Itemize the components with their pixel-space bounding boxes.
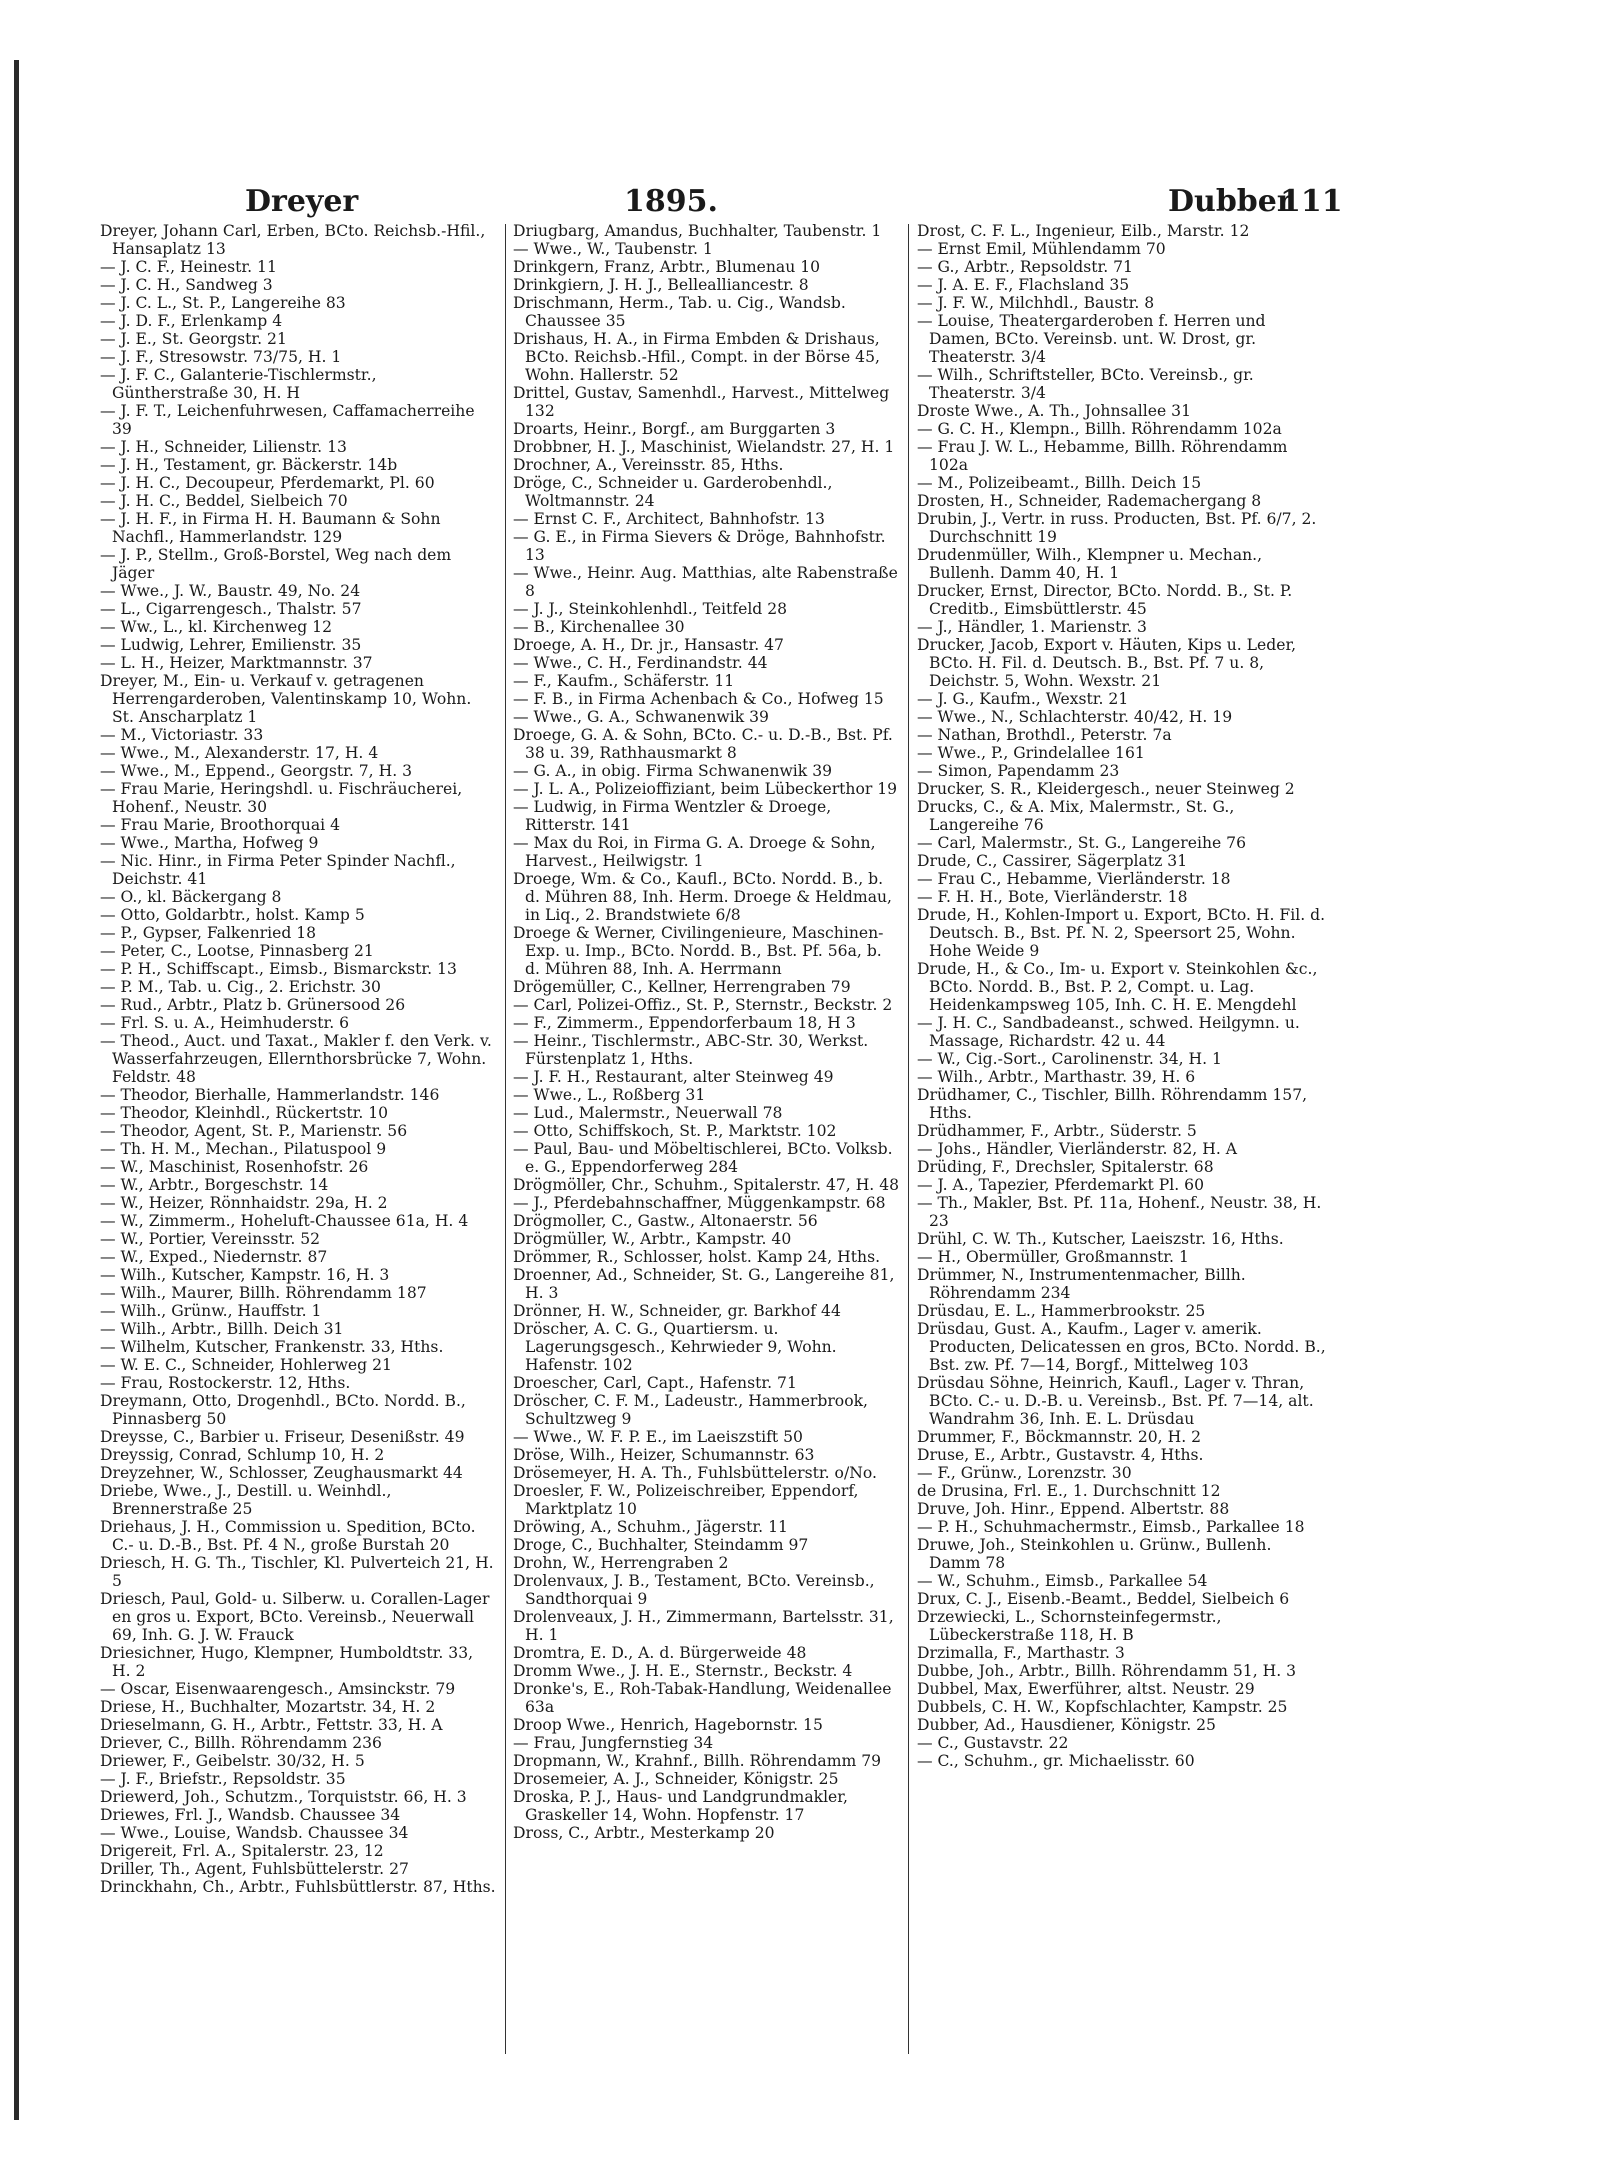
directory-entry: Driesch, Paul, Gold- u. Silberw. u. Corallen-Lager en gros u. Export, BCto. Vereinsb., Neuerwall 69, Inh. G. J. W. Frauck xyxy=(100,1590,490,1644)
directory-entry: Drude, H., & Co., Im- u. Export v. Steinkohlen &c., BCto. Nordd. B., Bst. P. 2, Compt. u. Lag. Heidenkampsweg 105, Inh. C. H. E. Mengdehl xyxy=(917,960,1318,1014)
directory-entry: Driewes, Frl. J., Wandsb. Chaussee 34 xyxy=(100,1806,401,1824)
directory-entry: — W., Arbtr., Borgeschstr. 14 xyxy=(100,1176,329,1194)
directory-entry: — C., Schuhm., gr. Michaelisstr. 60 xyxy=(917,1752,1195,1770)
directory-entry: Droop Wwe., Henrich, Hagebornstr. 15 xyxy=(513,1716,823,1734)
directory-entry: Dromm Wwe., J. H. E., Sternstr., Beckstr. 4 xyxy=(513,1662,853,1680)
directory-entry: — J. P., Stellm., Groß-Borstel, Weg nach dem Jäger xyxy=(100,546,452,582)
directory-entry: Drobbner, H. J., Maschinist, Wielandstr. 27, H. 1 xyxy=(513,438,895,456)
directory-entry: — Wwe., G. A., Schwanenwik 39 xyxy=(513,708,769,726)
directory-entry: Drömmer, R., Schlosser, holst. Kamp 24, Hths. xyxy=(513,1248,881,1266)
directory-entry: — O., kl. Bäckergang 8 xyxy=(100,888,282,906)
directory-entry: — J. H. F., in Firma H. H. Baumann & Sohn Nachfl., Hammerlandstr. 129 xyxy=(100,510,441,546)
directory-entry: — Wwe., J. W., Baustr. 49, No. 24 xyxy=(100,582,361,600)
directory-entry: Drüdhamer, C., Tischler, Billh. Röhrendamm 157, Hths. xyxy=(917,1086,1308,1122)
directory-entry: — Carl, Malermstr., St. G., Langereihe 76 xyxy=(917,834,1247,852)
directory-entry: — J. G., Kaufm., Wexstr. 21 xyxy=(917,690,1129,708)
directory-entry: — Peter, C., Lootse, Pinnasberg 21 xyxy=(100,942,374,960)
directory-entry: — Simon, Papendamm 23 xyxy=(917,762,1120,780)
directory-entry: — Wwe., Martha, Hofweg 9 xyxy=(100,834,319,852)
directory-entry: — J., Pferdebahnschaffner, Müggenkampstr. 68 xyxy=(513,1194,886,1212)
directory-entry: Drucker, S. R., Kleidergesch., neuer Steinweg 2 xyxy=(917,780,1295,798)
directory-entry: Driesichner, Hugo, Klempner, Humboldtstr. 33, H. 2 xyxy=(100,1644,474,1680)
directory-entry: — B., Kirchenallee 30 xyxy=(513,618,685,636)
directory-entry: Dröscher, C. F. M., Ladeustr., Hammerbrook, Schultzweg 9 xyxy=(513,1392,868,1428)
directory-entry: Dreyssig, Conrad, Schlump 10, H. 2 xyxy=(100,1446,385,1464)
directory-entry: — J. H., Testament, gr. Bäckerstr. 14b xyxy=(100,456,398,474)
directory-entry: Driewer, F., Geibelstr. 30/32, H. 5 xyxy=(100,1752,365,1770)
directory-entry: — Wwe., M., Eppend., Georgstr. 7, H. 3 xyxy=(100,762,413,780)
directory-entry: Drinckhahn, Ch., Arbtr., Fuhlsbüttlerstr. 87, Hths. xyxy=(100,1878,496,1896)
directory-entry: Dubbe, Joh., Arbtr., Billh. Röhrendamm 51, H. 3 xyxy=(917,1662,1297,1680)
directory-entry: — G. E., in Firma Sievers & Dröge, Bahnhofstr. 13 xyxy=(513,528,886,564)
directory-entry: — Ludwig, in Firma Wentzler & Droege, Ritterstr. 141 xyxy=(513,798,832,834)
directory-entry: — Wilh., Arbtr., Billh. Deich 31 xyxy=(100,1320,344,1338)
directory-entry: — Wwe., L., Roßberg 31 xyxy=(513,1086,706,1104)
directory-entry: Drönner, H. W., Schneider, gr. Barkhof 44 xyxy=(513,1302,841,1320)
column-rule xyxy=(505,224,506,2054)
directory-column-3 xyxy=(917,222,1327,2052)
directory-entry: Drögemüller, C., Kellner, Herrengraben 79 xyxy=(513,978,851,996)
directory-entry: — Paul, Bau- und Möbeltischlerei, BCto. Volksb. e. G., Eppendorferweg 284 xyxy=(513,1140,893,1176)
directory-entry: — Theodor, Agent, St. P., Marienstr. 56 xyxy=(100,1122,408,1140)
directory-entry: — G. C. H., Klempn., Billh. Röhrendamm 102a xyxy=(917,420,1282,438)
directory-entry: — F., Kaufm., Schäferstr. 11 xyxy=(513,672,735,690)
directory-entry: Druve, Joh. Hinr., Eppend. Albertstr. 88 xyxy=(917,1500,1230,1518)
directory-entry: — Wwe., C. H., Ferdinandstr. 44 xyxy=(513,654,768,672)
directory-entry: Drittel, Gustav, Samenhdl., Harvest., Mittelweg 132 xyxy=(513,384,890,420)
directory-entry: — Wwe., W., Taubenstr. 1 xyxy=(513,240,713,258)
directory-entry: Drude, H., Kohlen-Import u. Export, BCto. H. Fil. d. Deutsch. B., Bst. Pf. N. 2, Speersort 25, Wohn. Hohe Weide 9 xyxy=(917,906,1326,960)
directory-column-1 xyxy=(100,222,496,2052)
directory-entry: Drummer, F., Böckmannstr. 20, H. 2 xyxy=(917,1428,1202,1446)
directory-entry: — J. E., St. Georgstr. 21 xyxy=(100,330,287,348)
directory-entry: Drüdhammer, F., Arbtr., Süderstr. 5 xyxy=(917,1122,1197,1140)
directory-entry: — Wilh., Arbtr., Marthastr. 39, H. 6 xyxy=(917,1068,1196,1086)
directory-entry: — W., Portier, Vereinsstr. 52 xyxy=(100,1230,321,1248)
directory-entry: — Theod., Auct. und Taxat., Makler f. den Verk. v. Wasserfahrzeugen, Ellernthorsbrücke 7, Wohn. Feldstr. 48 xyxy=(100,1032,492,1086)
directory-entry: — J. F. T., Leichenfuhrwesen, Caffamacherreihe 39 xyxy=(100,402,475,438)
directory-entry: — J. H. C., Sandbadeanst., schwed. Heilgymn. u. Massage, Richardstr. 42 u. 44 xyxy=(917,1014,1300,1050)
directory-entry: — M., Polizeibeamt., Billh. Deich 15 xyxy=(917,474,1202,492)
directory-entry: — J. J., Steinkohlenhdl., Teitfeld 28 xyxy=(513,600,788,618)
directory-entry: — Wilh., Kutscher, Kampstr. 16, H. 3 xyxy=(100,1266,390,1284)
directory-entry: Droska, P. J., Haus- und Landgrundmakler, Graskeller 14, Wohn. Hopfenstr. 17 xyxy=(513,1788,848,1824)
directory-entry: — Wilhelm, Kutscher, Frankenstr. 33, Hths. xyxy=(100,1338,444,1356)
directory-entry: — J. F. H., Restaurant, alter Steinweg 49 xyxy=(513,1068,834,1086)
directory-entry: Drochner, A., Vereinsstr. 85, Hths. xyxy=(513,456,784,474)
directory-entry: Drude, C., Cassirer, Sägerplatz 31 xyxy=(917,852,1188,870)
directory-entry: de Drusina, Frl. E., 1. Durchschnitt 12 xyxy=(917,1482,1221,1500)
directory-entry: — P. H., Schuhmachermstr., Eimsb., Parkallee 18 xyxy=(917,1518,1305,1536)
directory-entry: Dreyzehner, W., Schlosser, Zeughausmarkt 44 xyxy=(100,1464,463,1482)
directory-entry: Driehaus, J. H., Commission u. Spedition, BCto. C.- u. D.-B., Bst. Pf. 4 N., große Burstah 20 xyxy=(100,1518,476,1554)
directory-entry: Droste Wwe., A. Th., Johnsallee 31 xyxy=(917,402,1192,420)
directory-entry: Dreyer, M., Ein- u. Verkauf v. getragenen Herrengarderoben, Valentinskamp 10, Wohn. St. Anscharplatz 1 xyxy=(100,672,472,726)
directory-entry: Drieselmann, G. H., Arbtr., Fettstr. 33, H. A xyxy=(100,1716,443,1734)
directory-entry: Druwe, Joh., Steinkohlen u. Grünw., Bullenh. Damm 78 xyxy=(917,1536,1272,1572)
column-rule xyxy=(908,224,909,2054)
directory-entry: Drüsdau Söhne, Heinrich, Kaufl., Lager v. Thran, BCto. C.- u. D.-B. u. Vereinsb., Bst. Pf. 7—14, alt. Wandrahm 36, Inh. E. L. Drüsdau xyxy=(917,1374,1314,1428)
directory-entry: — Nic. Hinr., in Firma Peter Spinder Nachfl., Deichstr. 41 xyxy=(100,852,456,888)
directory-entry: Drinkgern, Franz, Arbtr., Blumenau 10 xyxy=(513,258,821,276)
directory-entry: — Louise, Theatergarderoben f. Herren und Damen, BCto. Vereinsb. unt. W. Drost, gr. Theaterstr. 3/4 xyxy=(917,312,1266,366)
directory-entry: — Frau, Jungfernstieg 34 xyxy=(513,1734,714,1752)
directory-entry: — Nathan, Brothdl., Peterstr. 7a xyxy=(917,726,1172,744)
directory-entry: — Wilh., Schriftsteller, BCto. Vereinsb., gr. Theaterstr. 3/4 xyxy=(917,366,1254,402)
directory-entry: Dröwing, A., Schuhm., Jägerstr. 11 xyxy=(513,1518,788,1536)
directory-entry: Driewerd, Joh., Schutzm., Torquiststr. 66, H. 3 xyxy=(100,1788,467,1806)
directory-entry: — M., Victoriastr. 33 xyxy=(100,726,264,744)
directory-entry: — Wwe., M., Alexanderstr. 17, H. 4 xyxy=(100,744,379,762)
directory-entry: — H., Obermüller, Großmannstr. 1 xyxy=(917,1248,1189,1266)
directory-entry: Drucker, Jacob, Export v. Häuten, Kips u. Leder, BCto. H. Fil. d. Deutsch. B., Bst. Pf. 7 u. 8, Deichstr. 5, Wohn. Wexstr. 21 xyxy=(917,636,1297,690)
directory-entry: — Frl. S. u. A., Heimhuderstr. 6 xyxy=(100,1014,350,1032)
directory-entry: Dubbels, C. H. W., Kopfschlachter, Kampstr. 25 xyxy=(917,1698,1288,1716)
directory-entry: — Wwe., Heinr. Aug. Matthias, alte Rabenstraße 8 xyxy=(513,564,898,600)
directory-entry: — Carl, Polizei-Offiz., St. P., Sternstr., Beckstr. 2 xyxy=(513,996,893,1014)
directory-entry: — Theodor, Bierhalle, Hammerlandstr. 146 xyxy=(100,1086,440,1104)
directory-entry: Drinkgiern, J. H. J., Bellealliancestr. 8 xyxy=(513,276,809,294)
directory-entry: Drzewiecki, L., Schornsteinfegermstr., Lübeckerstraße 118, H. B xyxy=(917,1608,1222,1644)
directory-entry: Dromtra, E. D., A. d. Bürgerweide 48 xyxy=(513,1644,807,1662)
directory-entry: — P. M., Tab. u. Cig., 2. Erichstr. 30 xyxy=(100,978,381,996)
directory-entry: — J. F. C., Galanterie-Tischlermstr., Güntherstraße 30, H. H xyxy=(100,366,377,402)
directory-entry: — J., Händler, 1. Marienstr. 3 xyxy=(917,618,1147,636)
directory-entry: — Th., Makler, Bst. Pf. 11a, Hohenf., Neustr. 38, H. 23 xyxy=(917,1194,1322,1230)
directory-entry: Driever, C., Billh. Röhrendamm 236 xyxy=(100,1734,382,1752)
directory-entry: — Ludwig, Lehrer, Emilienstr. 35 xyxy=(100,636,362,654)
directory-entry: — Wilh., Grünw., Hauffstr. 1 xyxy=(100,1302,322,1320)
directory-entry: Drümmer, N., Instrumentenmacher, Billh. Röhrendamm 234 xyxy=(917,1266,1246,1302)
directory-entry: — Frau J. W. L., Hebamme, Billh. Röhrendamm 102a xyxy=(917,438,1288,474)
directory-entry: Drubin, J., Vertr. in russ. Producten, Bst. Pf. 6/7, 2. Durchschnitt 19 xyxy=(917,510,1317,546)
directory-entry: — Wilh., Maurer, Billh. Röhrendamm 187 xyxy=(100,1284,427,1302)
directory-entry: — J. C. H., Sandweg 3 xyxy=(100,276,273,294)
directory-entry: Dröscher, A. C. G., Quartiersm. u. Lagerungsgesch., Kehrwieder 9, Wohn. Hafenstr. 102 xyxy=(513,1320,837,1374)
directory-entry: — J. F., Stresowstr. 73/75, H. 1 xyxy=(100,348,342,366)
directory-entry: — Otto, Goldarbtr., holst. Kamp 5 xyxy=(100,906,365,924)
directory-entry: Drost, C. F. L., Ingenieur, Eilb., Marstr. 12 xyxy=(917,222,1250,240)
directory-entry: Dreysse, C., Barbier u. Friseur, Desenißstr. 49 xyxy=(100,1428,465,1446)
directory-entry: Driesch, H. G. Th., Tischler, Kl. Pulverteich 21, H. 5 xyxy=(100,1554,494,1590)
directory-entry: — P. H., Schiffscapt., Eimsb., Bismarckstr. 13 xyxy=(100,960,457,978)
directory-entry: Droge, C., Buchhalter, Steindamm 97 xyxy=(513,1536,809,1554)
header-last-name: Dubber xyxy=(1168,184,1293,219)
directory-entry: Dreyer, Johann Carl, Erben, BCto. Reichsb.-Hfil., Hansaplatz 13 xyxy=(100,222,486,258)
page-number: 111 xyxy=(1280,184,1343,219)
directory-entry: Drögmoller, C., Gastw., Altonaerstr. 56 xyxy=(513,1212,818,1230)
directory-entry: — W., Exped., Niedernstr. 87 xyxy=(100,1248,328,1266)
directory-entry: — G., Arbtr., Repsoldstr. 71 xyxy=(917,258,1133,276)
directory-entry: — Frau C., Hebamme, Vierländerstr. 18 xyxy=(917,870,1231,888)
directory-entry: — J. H. C., Decoupeur, Pferdemarkt, Pl. 60 xyxy=(100,474,435,492)
directory-entry: — J. D. F., Erlenkamp 4 xyxy=(100,312,283,330)
directory-entry: — Heinr., Tischlermstr., ABC-Str. 30, Werkst. Fürstenplatz 1, Hths. xyxy=(513,1032,869,1068)
directory-entry: Dröge, C., Schneider u. Garderobenhdl., Woltmannstr. 24 xyxy=(513,474,833,510)
header-first-name: Dreyer xyxy=(245,184,359,219)
directory-entry: — Ernst Emil, Mühlendamm 70 xyxy=(917,240,1166,258)
running-header xyxy=(100,180,1343,220)
directory-entry: Dröse, Wilh., Heizer, Schumannstr. 63 xyxy=(513,1446,815,1464)
directory-entry: — G. A., in obig. Firma Schwanenwik 39 xyxy=(513,762,833,780)
directory-entry: — C., Gustavstr. 22 xyxy=(917,1734,1069,1752)
directory-entry: Drögmüller, W., Arbtr., Kampstr. 40 xyxy=(513,1230,792,1248)
directory-entry: Droege, G. A. & Sohn, BCto. C.- u. D.-B., Bst. Pf. 38 u. 39, Rathhausmarkt 8 xyxy=(513,726,893,762)
directory-entry: — F., Grünw., Lorenzstr. 30 xyxy=(917,1464,1132,1482)
directory-entry: — F. H. H., Bote, Vierländerstr. 18 xyxy=(917,888,1188,906)
directory-entry: — Rud., Arbtr., Platz b. Grünersood 26 xyxy=(100,996,406,1014)
directory-entry: — W., Schuhm., Eimsb., Parkallee 54 xyxy=(917,1572,1208,1590)
directory-entry: Drögmöller, Chr., Schuhm., Spitalerstr. 47, H. 48 xyxy=(513,1176,900,1194)
directory-entry: Drosemeier, A. J., Schneider, Königstr. 25 xyxy=(513,1770,839,1788)
directory-entry: — Wwe., N., Schlachterstr. 40/42, H. 19 xyxy=(917,708,1233,726)
previous-page-edge xyxy=(0,60,19,2120)
directory-entry: — J. H., Schneider, Lilienstr. 13 xyxy=(100,438,347,456)
directory-entry: Drigereit, Frl. A., Spitalerstr. 23, 12 xyxy=(100,1842,384,1860)
directory-entry: Drucks, C., & A. Mix, Malermstr., St. G., Langereihe 76 xyxy=(917,798,1235,834)
directory-entry: Drolenvaux, J. B., Testament, BCto. Vereinsb., Sandthorquai 9 xyxy=(513,1572,875,1608)
header-year: 1895. xyxy=(624,184,718,219)
directory-entry: — F. B., in Firma Achenbach & Co., Hofweg 15 xyxy=(513,690,884,708)
directory-entry: Dreymann, Otto, Drogenhdl., BCto. Nordd. B., Pinnasberg 50 xyxy=(100,1392,466,1428)
directory-entry: Droarts, Heinr., Borgf., am Burggarten 3 xyxy=(513,420,836,438)
directory-entry: Drischmann, Herm., Tab. u. Cig., Wandsb. Chaussee 35 xyxy=(513,294,846,330)
directory-entry: Dross, C., Arbtr., Mesterkamp 20 xyxy=(513,1824,775,1842)
directory-entry: — Otto, Schiffskoch, St. P., Marktstr. 102 xyxy=(513,1122,837,1140)
directory-entry: — W. E. C., Schneider, Hohlerweg 21 xyxy=(100,1356,392,1374)
directory-entry: — J. A. E. F., Flachsland 35 xyxy=(917,276,1130,294)
directory-entry: Drühl, C. W. Th., Kutscher, Laeiszstr. 16, Hths. xyxy=(917,1230,1284,1248)
directory-entry: Driller, Th., Agent, Fuhlsbüttelerstr. 27 xyxy=(100,1860,409,1878)
directory-entry: — J. F., Briefstr., Repsoldstr. 35 xyxy=(100,1770,346,1788)
directory-entry: — W., Cig.-Sort., Carolinenstr. 34, H. 1 xyxy=(917,1050,1222,1068)
directory-entry: — Oscar, Eisenwaarengesch., Amsinckstr. 79 xyxy=(100,1680,456,1698)
directory-entry: — J. C. L., St. P., Langereihe 83 xyxy=(100,294,346,312)
directory-entry: Droege, A. H., Dr. jr., Hansastr. 47 xyxy=(513,636,784,654)
directory-entry: — Max du Roi, in Firma G. A. Droege & Sohn, Harvest., Heilwigstr. 1 xyxy=(513,834,876,870)
directory-entry: — Frau Marie, Broothorquai 4 xyxy=(100,816,340,834)
directory-entry: Drösemeyer, H. A. Th., Fuhlsbüttelerstr. o/No. xyxy=(513,1464,877,1482)
directory-entry: Droege, Wm. & Co., Kaufl., BCto. Nordd. B., b. d. Mühren 88, Inh. Herm. Droege & Heldmau, in Liq., 2. Brandstwiete 6/8 xyxy=(513,870,892,924)
directory-entry: — J. H. C., Beddel, Sielbeich 70 xyxy=(100,492,348,510)
directory-column-2 xyxy=(513,222,901,2052)
directory-entry: Drohn, W., Herrengraben 2 xyxy=(513,1554,729,1572)
directory-entry: Dubber, Ad., Hausdiener, Königstr. 25 xyxy=(917,1716,1216,1734)
directory-entry: Druse, E., Arbtr., Gustavstr. 4, Hths. xyxy=(917,1446,1204,1464)
directory-entry: Drolenveaux, J. H., Zimmermann, Bartelsstr. 31, H. 1 xyxy=(513,1608,894,1644)
directory-entry: Drzimalla, F., Marthastr. 3 xyxy=(917,1644,1125,1662)
directory-entry: Driugbarg, Amandus, Buchhalter, Taubenstr. 1 xyxy=(513,222,882,240)
directory-entry: Drux, C. J., Eisenb.-Beamt., Beddel, Sielbeich 6 xyxy=(917,1590,1290,1608)
directory-entry: — Wwe., W. F. P. E., im Laeiszstift 50 xyxy=(513,1428,803,1446)
directory-entry: — W., Zimmerm., Hoheluft-Chaussee 61a, H. 4 xyxy=(100,1212,469,1230)
directory-page xyxy=(100,180,1343,2050)
directory-entry: Driebe, Wwe., J., Destill. u. Weinhdl., Brennerstraße 25 xyxy=(100,1482,392,1518)
directory-entry: — Ww., L., kl. Kirchenweg 12 xyxy=(100,618,333,636)
directory-entry: Drüsdau, E. L., Hammerbrookstr. 25 xyxy=(917,1302,1206,1320)
directory-entry: — J. L. A., Polizeioffiziant, beim Lübeckerthor 19 xyxy=(513,780,898,798)
directory-entry: Driese, H., Buchhalter, Mozartstr. 34, H. 2 xyxy=(100,1698,436,1716)
directory-entry: Droege & Werner, Civilingenieure, Maschinen-Exp. u. Imp., BCto. Nordd. B., Bst. Pf. 56a, b. d. Mühren 88, Inh. A. Herrmann xyxy=(513,924,884,978)
directory-entry: — L., Cigarrengesch., Thalstr. 57 xyxy=(100,600,362,618)
directory-entry: — J. C. F., Heinestr. 11 xyxy=(100,258,277,276)
directory-entry: Droescher, Carl, Capt., Hafenstr. 71 xyxy=(513,1374,797,1392)
directory-entry: — W., Maschinist, Rosenhofstr. 26 xyxy=(100,1158,369,1176)
directory-entry: — Frau Marie, Heringshdl. u. Fischräucherei, Hohenf., Neustr. 30 xyxy=(100,780,463,816)
directory-entry: — Ernst C. F., Architect, Bahnhofstr. 13 xyxy=(513,510,825,528)
directory-entry: — J. A., Tapezier, Pferdemarkt Pl. 60 xyxy=(917,1176,1205,1194)
directory-entry: Droenner, Ad., Schneider, St. G., Langereihe 81, H. 3 xyxy=(513,1266,895,1302)
directory-entry: Drucker, Ernst, Director, BCto. Nordd. B., St. P. Creditb., Eimsbüttlerstr. 45 xyxy=(917,582,1293,618)
directory-entry: Drishaus, H. A., in Firma Embden & Drishaus, BCto. Reichsb.-Hfil., Compt. in der Börse 45, Wohn. Hallerstr. 52 xyxy=(513,330,880,384)
directory-entry: — Wwe., P., Grindelallee 161 xyxy=(917,744,1145,762)
directory-entry: — Frau, Rostockerstr. 12, Hths. xyxy=(100,1374,351,1392)
directory-entry: Drosten, H., Schneider, Rademachergang 8 xyxy=(917,492,1262,510)
directory-entry: — Th. H. M., Mechan., Pilatuspool 9 xyxy=(100,1140,387,1158)
directory-entry: Drudenmüller, Wilh., Klempner u. Mechan., Bullenh. Damm 40, H. 1 xyxy=(917,546,1263,582)
directory-entry: — J. F. W., Milchhdl., Baustr. 8 xyxy=(917,294,1155,312)
directory-entry: Dubbel, Max, Ewerführer, altst. Neustr. 29 xyxy=(917,1680,1255,1698)
directory-entry: Droesler, F. W., Polizeischreiber, Eppendorf, Marktplatz 10 xyxy=(513,1482,859,1518)
directory-entry: — Lud., Malermstr., Neuerwall 78 xyxy=(513,1104,783,1122)
directory-entry: — L. H., Heizer, Marktmannstr. 37 xyxy=(100,654,373,672)
directory-entry: Drüding, F., Drechsler, Spitalerstr. 68 xyxy=(917,1158,1214,1176)
directory-entry: Dropmann, W., Krahnf., Billh. Röhrendamm 79 xyxy=(513,1752,882,1770)
directory-entry: Dronke's, E., Roh-Tabak-Handlung, Weidenallee 63a xyxy=(513,1680,892,1716)
directory-entry: — P., Gypser, Falkenried 18 xyxy=(100,924,317,942)
directory-entry: — Wwe., Louise, Wandsb. Chaussee 34 xyxy=(100,1824,409,1842)
directory-entry: — Theodor, Kleinhdl., Rückertstr. 10 xyxy=(100,1104,389,1122)
directory-entry: Drüsdau, Gust. A., Kaufm., Lager v. amerik. Producten, Delicatessen en gros, BCto. Nordd. B., Bst. zw. Pf. 7—14, Borgf., Mittelweg 103 xyxy=(917,1320,1326,1374)
directory-entry: — W., Heizer, Rönnhaidstr. 29a, H. 2 xyxy=(100,1194,388,1212)
directory-entry: — Johs., Händler, Vierländerstr. 82, H. A xyxy=(917,1140,1237,1158)
directory-entry: — F., Zimmerm., Eppendorferbaum 18, H 3 xyxy=(513,1014,856,1032)
